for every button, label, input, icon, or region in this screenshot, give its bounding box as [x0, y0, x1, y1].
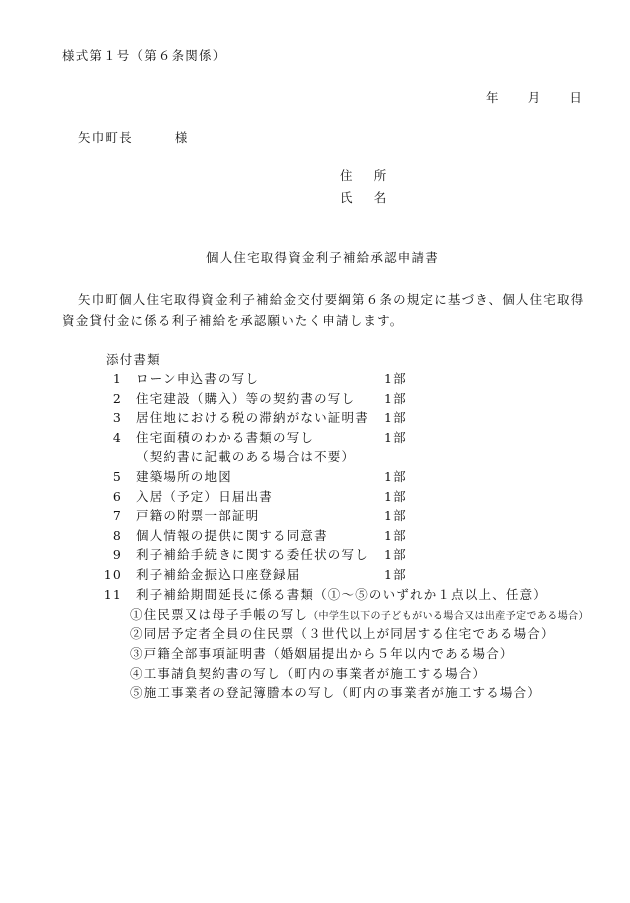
extension-document-text: ⑤施工事業者の登記簿謄本の写し（町内の事業者が施工する場合）: [130, 685, 542, 701]
attachment-item-count: 1部: [384, 390, 407, 406]
extension-document-text: ④工事請負契約書の写し（町内の事業者が施工する場合）: [130, 665, 487, 681]
extension-document-item: [130, 626, 555, 642]
attachment-item-text: ローン申込書の写し: [136, 371, 260, 386]
form-number: 様式第１号（第６条関係）: [62, 48, 227, 63]
attachment-item-count: 1部: [384, 508, 407, 524]
attachment-item-count: 1部: [384, 527, 407, 543]
attachment-item-count: 1部: [384, 567, 407, 582]
attachment-item-text: 個人情報の提供に関する同意書: [136, 527, 328, 543]
extension-document-text: ①住民票又は母子手帳の写し: [130, 606, 309, 622]
document-title: 個人住宅取得資金利子補給承認申請書: [206, 250, 439, 265]
attachment-item-count: 1部: [384, 547, 407, 563]
date-day: 日: [569, 90, 584, 105]
attachment-item-text: 利子補給金振込口座登録届: [136, 567, 301, 582]
attachment-item-text: 住宅面積のわかる書類の写し: [136, 429, 315, 445]
applicant-address-char-1: 住: [340, 168, 354, 183]
date-month: 月: [527, 90, 542, 105]
attachment-item-text: 利子補給手続きに関する委任状の写し: [136, 547, 369, 563]
attachment-item-text: 利子補給期間延長に係る書類（①～⑤のいずれか１点以上、任意）: [136, 586, 548, 602]
addressee: [78, 130, 189, 146]
body-text-line-1: 矢巾町個人住宅取得資金利子補給金交付要綱第６条の規定に基づき、個人住宅取得: [78, 292, 585, 307]
attachment-item-number: 2: [112, 390, 122, 406]
attachment-item-text: （契約書に記載のある場合は不要）: [136, 449, 356, 465]
extension-document-item: [130, 646, 514, 662]
attachment-item-number: 8: [112, 527, 122, 543]
attachment-item-text: 住宅建設（購入）等の契約書の写し: [136, 390, 356, 406]
attachment-item-number: 6: [112, 488, 122, 504]
applicant-address-char-2: 所: [373, 168, 388, 183]
applicant-address-label: [340, 168, 387, 184]
attachments-title: 添付書類: [106, 352, 161, 367]
attachment-item-count: 1部: [384, 371, 407, 386]
attachment-item-number: 10: [103, 567, 122, 582]
attachment-item-number: 7: [112, 508, 122, 524]
attachment-item-number: 5: [112, 469, 122, 484]
attachment-item-text: 建築場所の地図: [136, 469, 232, 484]
applicant-name-char-1: 氏: [340, 190, 354, 205]
attachment-item-count: 1部: [384, 488, 407, 504]
extension-document-text: ③戸籍全部事項証明書（婚姻届提出から５年以内である場合）: [130, 645, 514, 661]
attachment-item-count: 1部: [384, 410, 407, 426]
extension-document-item: [130, 685, 541, 701]
attachment-item-text: 居住地における税の滞納がない証明書: [136, 410, 369, 426]
attachment-item-text: 戸籍の附票一部証明: [136, 508, 260, 524]
date-field: [486, 90, 583, 106]
attachment-item-text: 入居（予定）日届出書: [136, 488, 274, 504]
applicant-name-char-2: 名: [373, 190, 388, 205]
attachment-item-count: 1部: [384, 469, 407, 484]
extension-document-text: ②同居予定者全員の住民票（３世代以上が同居する住宅である場合）: [130, 626, 555, 642]
extension-document-item: [130, 607, 589, 625]
attachment-item-number: 9: [112, 547, 122, 563]
addressee-name: 矢巾町長: [78, 130, 133, 145]
extension-document-note: （中学生以下の子どもがいる場合又は出産予定である場合）: [308, 610, 589, 622]
attachment-item-number: 3: [112, 410, 122, 426]
attachment-item-number: 11: [103, 586, 122, 602]
attachment-item-number: 1: [112, 371, 122, 386]
body-text-line-2: 資金貸付金に係る利子補給を承認願いたく申請します。: [62, 313, 404, 328]
attachment-item-count: 1部: [384, 429, 407, 445]
attachment-item-number: 4: [112, 429, 122, 445]
date-year: 年: [486, 90, 500, 105]
addressee-suffix: 様: [174, 130, 189, 145]
applicant-name-label: [340, 190, 387, 206]
extension-document-item: [130, 666, 486, 682]
